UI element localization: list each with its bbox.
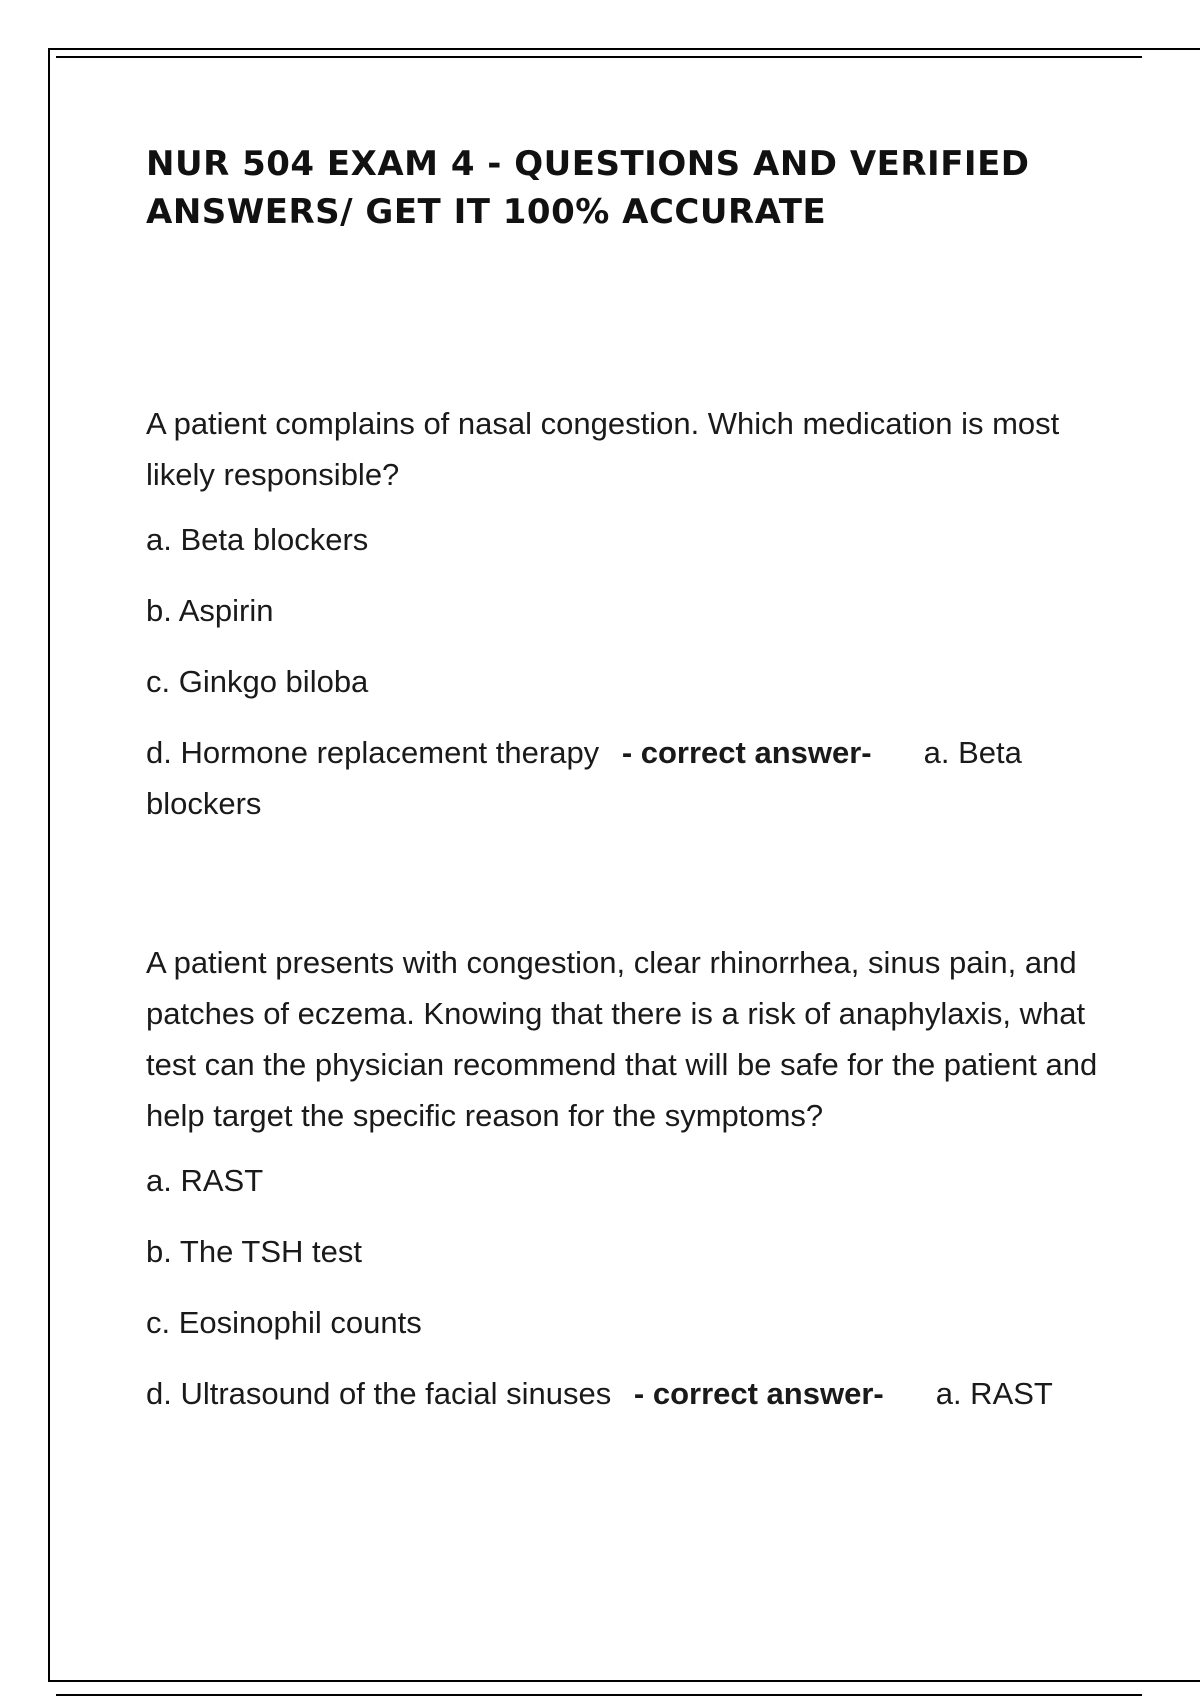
option-c: c. Ginkgo biloba [146,664,369,699]
option-d: d. Ultrasound of the facial sinuses [146,1376,612,1411]
top-rule [56,56,1142,58]
question-2 [146,937,1106,1419]
option-a: a. Beta blockers [146,522,369,557]
question-text: A patient presents with congestion, clear rhinorrhea, sinus pain, and patches of eczema. Knowing that there is a risk of anaphylaxis, what test can the physician recommend that will be safe for the patient and help target the specific reason for the symptoms? [146,945,1098,1133]
correct-answer-value: a. RAST [935,1376,1053,1411]
option-d-with-answer [146,1368,1106,1419]
question-1 [146,398,1106,829]
document-title: NUR 504 EXAM 4 - QUESTIONS AND VERIFIED ANSWERS/ GET IT 100% ACCURATE [146,144,1030,232]
bottom-rule [56,1694,1142,1696]
option-d-with-answer [146,727,1106,829]
option-a: a. RAST [146,1163,264,1198]
option-c: c. Eosinophil counts [146,1305,422,1340]
question-text: A patient complains of nasal congestion. Which medication is most likely responsible? [146,406,1060,492]
option-d: d. Hormone replacement therapy [146,735,600,770]
document-content [146,140,1106,1419]
top-right-rule [1142,48,1200,50]
option-b: b. Aspirin [146,593,274,628]
option-b: b. The TSH test [146,1234,362,1269]
correct-answer-label: - correct answer- [633,1376,884,1411]
correct-answer-value: a. Beta blockers [146,735,1022,821]
correct-answer-label: - correct answer- [621,735,872,770]
